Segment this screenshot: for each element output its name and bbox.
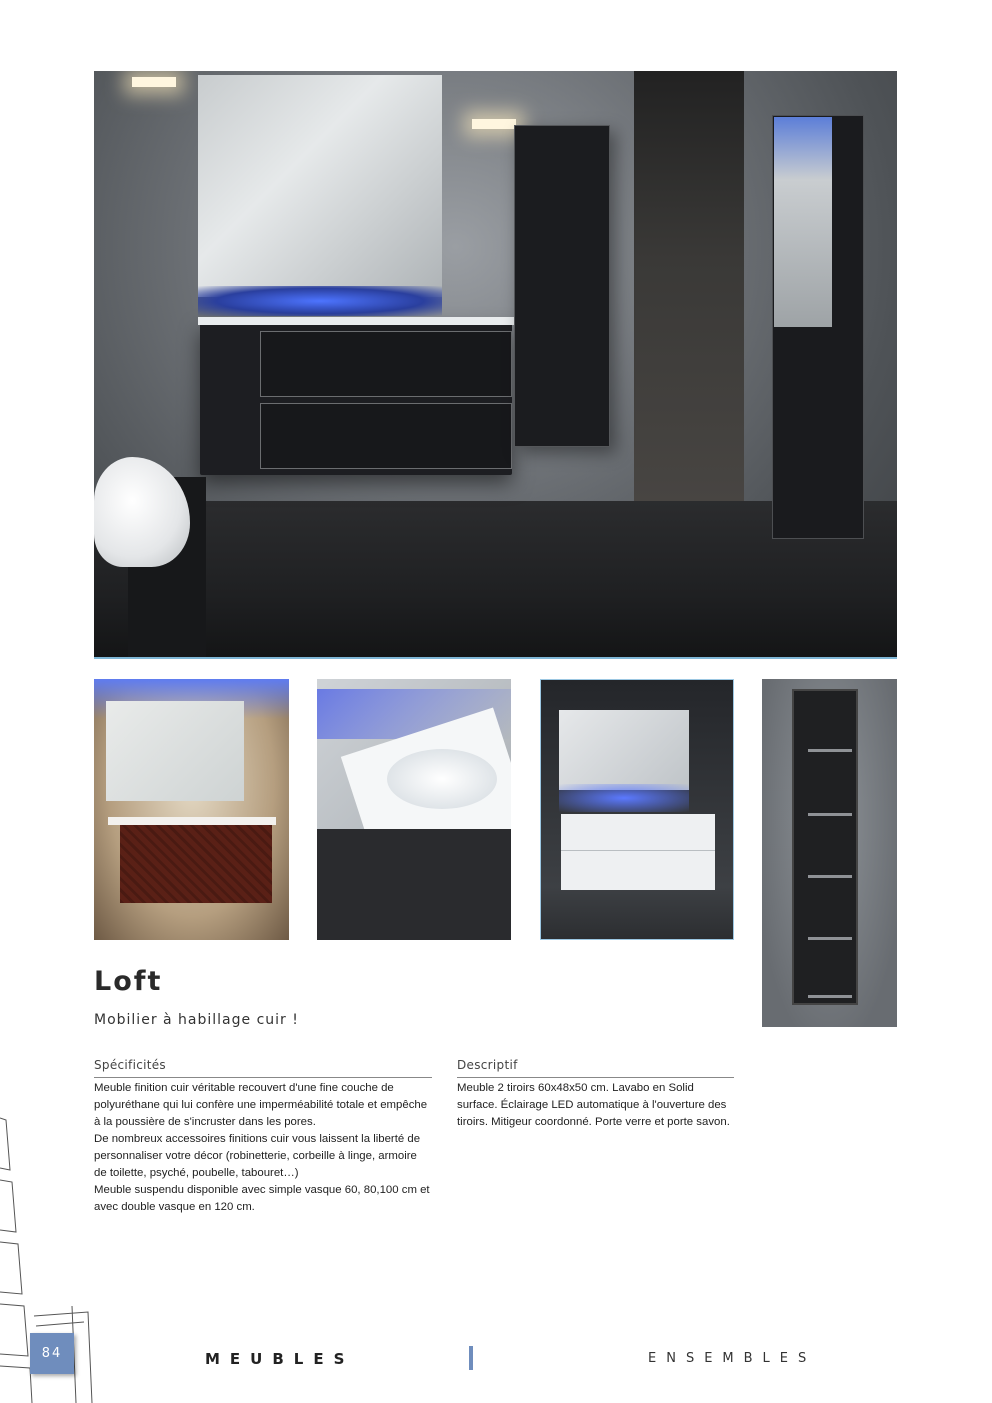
product-title: Loft bbox=[94, 966, 163, 997]
specs-paragraph: De nombreux accessoires finitions cuir vous laissent la liberté de personnaliser votre décor (robinetterie, corbeille à linge, armoire de toilette, psyché, poubelle, tabouret…) bbox=[94, 1133, 421, 1179]
description-body bbox=[457, 1080, 734, 1131]
thumbnail-open-shelf-column bbox=[762, 679, 897, 1027]
specs-divider bbox=[94, 1077, 432, 1078]
tall-column-cabinet bbox=[514, 125, 610, 447]
description-paragraph: Meuble 2 tiroirs 60x48x50 cm. Lavabo en Solid surface. Éclairage LED automatique à l'ouverture des tiroirs. Mitigeur coordonné. Porte verre et porte savon. bbox=[457, 1082, 730, 1128]
wall-mirror bbox=[198, 75, 442, 297]
thumbnail-basin-and-open-drawer bbox=[317, 679, 511, 940]
product-subtitle: Mobilier à habillage cuir ! bbox=[94, 1012, 299, 1028]
page-number: 84 bbox=[30, 1333, 74, 1374]
thumbnail-brown-leather-double-vanity bbox=[94, 679, 289, 940]
description-heading: Descriptif bbox=[457, 1058, 518, 1072]
leather-vanity-unit bbox=[200, 323, 512, 475]
footer-divider-bar bbox=[469, 1346, 473, 1370]
description-divider bbox=[457, 1077, 734, 1078]
footer-section-meubles: MEUBLES bbox=[205, 1350, 355, 1368]
hero-photo-loft-bathroom bbox=[94, 71, 897, 659]
specs-body bbox=[94, 1080, 432, 1216]
footer-section-ensembles: ENSEMBLES bbox=[648, 1351, 817, 1366]
thumbnail-white-double-vanity bbox=[540, 679, 734, 940]
specs-heading: Spécificités bbox=[94, 1058, 166, 1072]
led-glow bbox=[198, 286, 442, 316]
specs-paragraph: Meuble finition cuir véritable recouvert d'une fine couche de polyuréthane qui lui confère une imperméabilité totale et empêche à la poussière de s'incruster dans les pores. bbox=[94, 1082, 428, 1128]
specs-paragraph: Meuble suspendu disponible avec simple vasque 60, 80,100 cm et avec double vasque en 120 cm. bbox=[94, 1184, 430, 1213]
